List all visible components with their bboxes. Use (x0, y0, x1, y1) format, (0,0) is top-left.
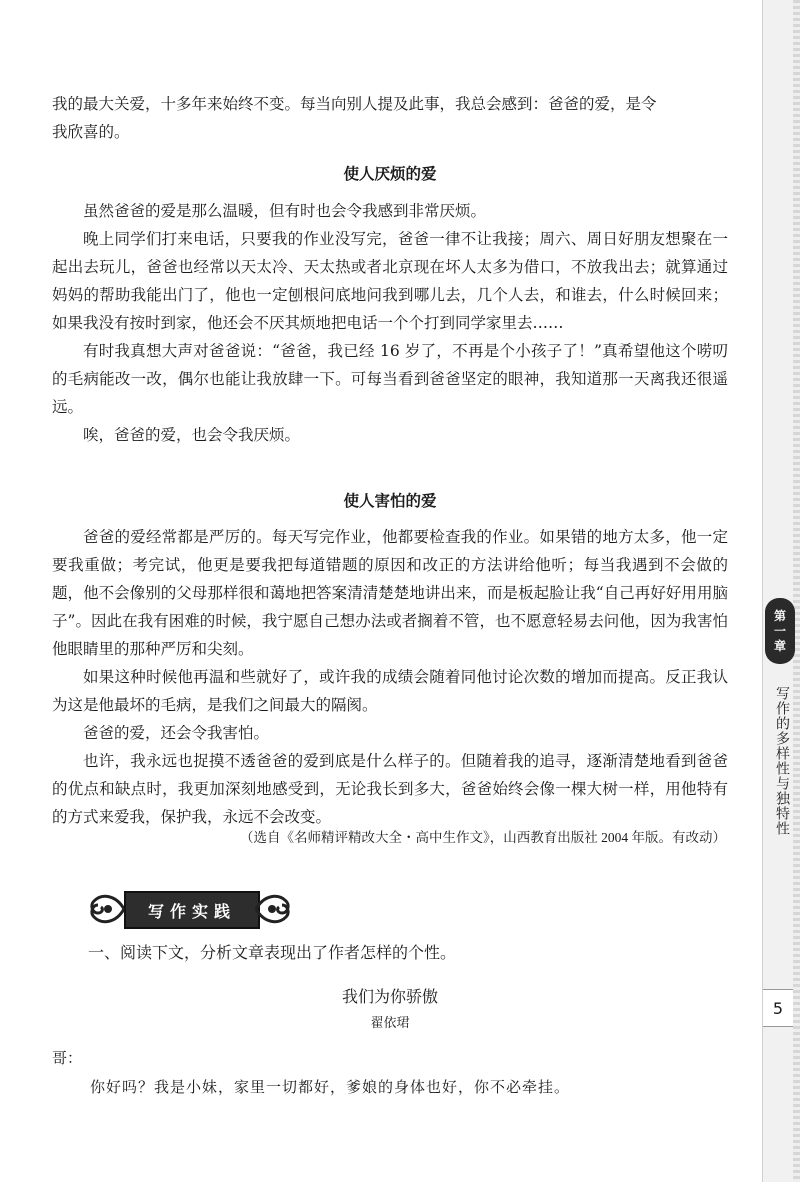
section-fearful-body (52, 523, 728, 831)
chapter-badge (765, 598, 795, 664)
fearful-paragraph-3: 爸爸的爱，还会令我害怕。 (83, 724, 270, 742)
chapter-char-1: 第 (773, 608, 786, 623)
ornament-left-icon (88, 889, 126, 929)
page-number: 5 (763, 989, 793, 1027)
chapter-char-3: 章 (773, 638, 786, 653)
section-heading-fearful: 使人害怕的爱 (343, 492, 437, 510)
source-citation: （选自《名师精评精改大全・高中生作文》，山西教育出版社 2004 年版。有改动） (240, 830, 726, 845)
intro-line-2: 我欣喜的。 (52, 123, 130, 141)
annoying-paragraph-3: 有时我真想大声对爸爸说：“爸爸，我已经 16 岁了，不再是个小孩子了！”真希望他这个唠叨的毛病能改一改，偶尔也能让我放肆一下。可每当看到爸爸坚定的眼神，我知道那一天离我还很遥远。 (52, 342, 728, 416)
chapter-title: 写作的多样性与独特性 (774, 686, 790, 836)
banner-plaque (124, 891, 260, 929)
page-edge (793, 0, 800, 1182)
practice-banner (88, 887, 292, 931)
chapter-char-2: 一 (773, 623, 786, 638)
fearful-paragraph-1: 爸爸的爱经常都是严厉的。每天写完作业，他都要检查我的作业。如果错的地方太多，他一定要我重做；考完试，他更是要我把每道错题的原因和改正的方法讲给他听；每当我遇到不会做的题，他不会像别的父母那样很和蔼地把答案清清楚楚地讲出来，而是板起脸让我“自己再好好用用脑子”。因此在我有困难的时候，我宁愿自己想办法或者搁着不管，也不愿意轻易去问他，因为我害怕他眼睛里的那种严厉和尖刻。 (52, 528, 728, 658)
section-annoying-body (52, 197, 728, 449)
section-heading-annoying: 使人厌烦的爱 (343, 165, 437, 183)
fearful-paragraph-2: 如果这种时候他再温和些就好了，或许我的成绩会随着同他讨论次数的增加而提高。反正我认为这是他最坏的毛病，是我们之间最大的隔阂。 (52, 668, 728, 714)
annoying-paragraph-1: 虽然爸爸的爱是那么温暖，但有时也会令我感到非常厌烦。 (83, 202, 487, 220)
letter-salutation: 哥： (52, 1049, 83, 1067)
practice-task: 一、阅读下文，分析文章表现出了作者怎样的个性。 (88, 943, 457, 962)
essay-author: 翟依珺 (370, 1016, 410, 1031)
banner-title: 写作实践 (147, 901, 236, 921)
essay-title: 我们为你骄傲 (341, 987, 438, 1006)
intro-line-1: 我的最大关爱，十多年来始终不变。每当向别人提及此事，我总会感到：爸爸的爱，是令 (52, 95, 657, 113)
ornament-right-icon (254, 889, 292, 929)
annoying-paragraph-4: 唉，爸爸的爱，也会令我厌烦。 (83, 426, 301, 444)
fearful-paragraph-4: 也许，我永远也捉摸不透爸爸的爱到底是什么样子的。但随着我的追寻，逐渐清楚地看到爸爸的优点和缺点时，我更加深刻地感受到，无论我长到多大，爸爸始终会像一棵大树一样，用他特有的方式来爱我，保护我，永远不会改变。 (52, 752, 728, 826)
annoying-paragraph-2: 晚上同学们打来电话，只要我的作业没写完，爸爸一律不让我接；周六、周日好朋友想聚在一起出去玩儿，爸爸也经常以天太冷、天太热或者北京现在坏人太多为借口，不放我出去；就算通过妈妈的帮助我能出门了，他也一定刨根问底地问我到哪儿去，几个人去，和谁去，什么时候回来；如果我没有按时到家，他还会不厌其烦地把电话一个个打到同学家里去…… (52, 230, 728, 332)
letter-first-line: 你好吗？我是小妹，家里一切都好，爹娘的身体也好，你不必牵挂。 (90, 1078, 571, 1096)
intro-paragraph (52, 90, 728, 146)
